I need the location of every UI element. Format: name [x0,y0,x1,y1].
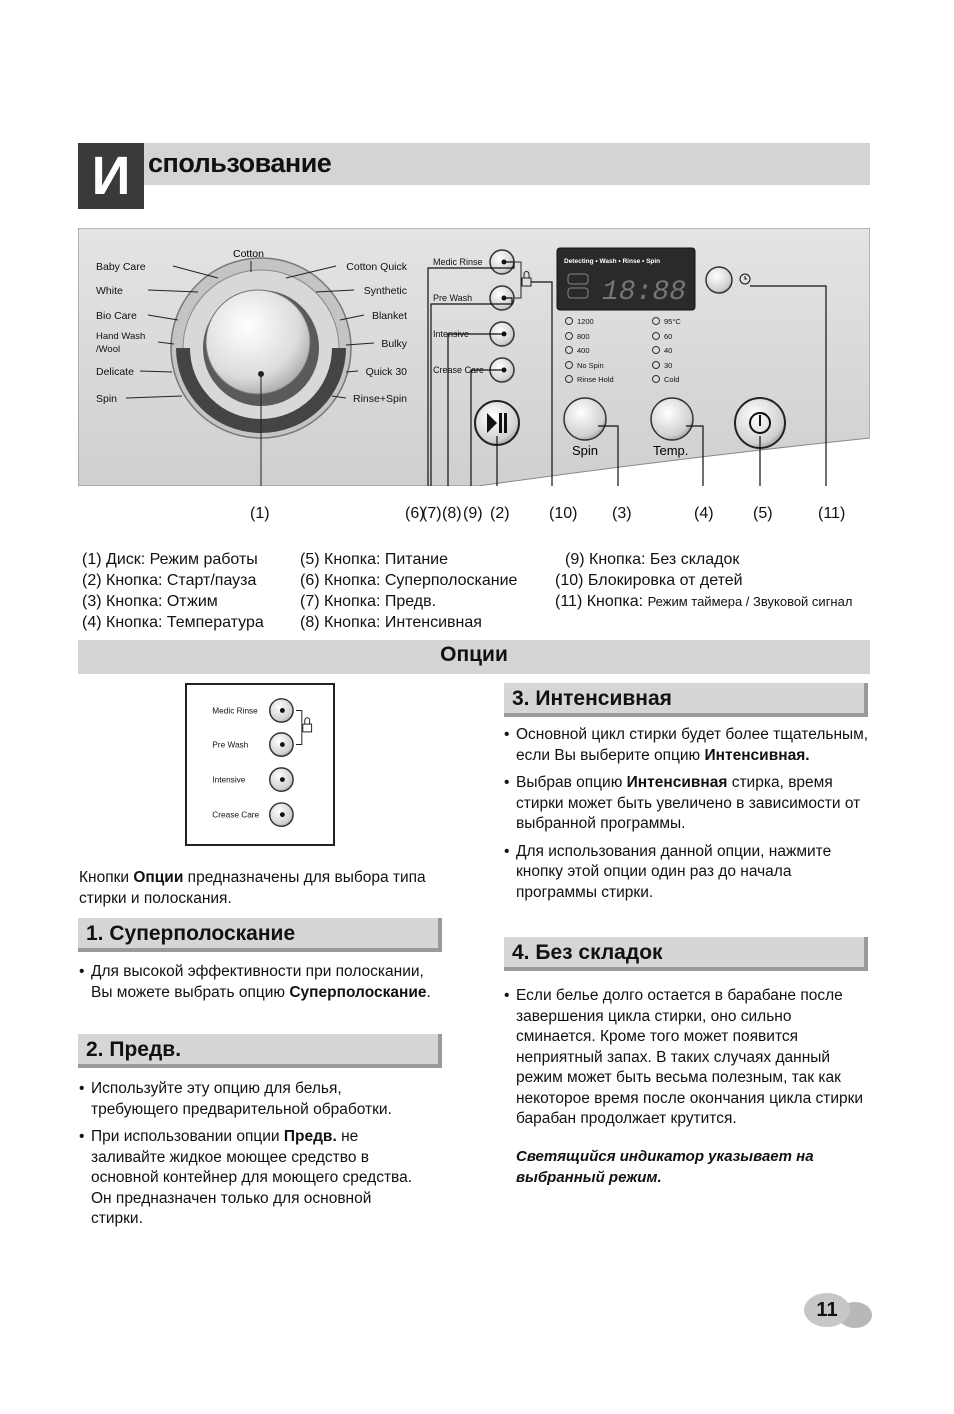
section-2-body [79,1079,419,1237]
callout-10: (10) [549,505,578,522]
panel-label-pre-wash: Pre Wash [433,293,473,303]
legend-item: (1) Диск: Режим работы [82,551,258,568]
dial-label-delicate: Delicate [96,366,134,378]
title-capital-letter: И [78,143,144,209]
temp-button-label: Temp. [653,443,689,458]
options-title: Опции [440,643,508,666]
callout-7: (7) [422,505,442,522]
panel-label-medic-rinse: Medic Rinse [433,257,483,267]
panel-label-intensive: Intensive [433,329,470,339]
bullet-item: • Используйте эту опцию для белья, требующего предварительной обработки. [79,1079,419,1120]
callout-5: (5) [753,505,773,522]
legend-item: (8) Кнопка: Интенсивная [300,614,482,631]
section-2-header [78,1034,442,1068]
section-2-title: 2. Предв. [86,1038,182,1061]
bullet-item: • Если белье долго остается в барабане после завершения цикла стирки, оно сильно сминается. Кроме того может появится неприятный запах. В таких случаях данный режим может быть весьма полезным, так как некоторое время после окончания цикла стирки барабан продолжает крутится. [504,986,870,1130]
legend-item: (6) Кнопка: Суперполоскание [300,572,518,589]
dial-label-bulky: Bulky [381,338,407,350]
callout-1: (1) [250,505,270,522]
legend-item: (11) Кнопка: Режим таймера / Звуковой сигнал [555,593,853,610]
section-4-body [504,986,870,1137]
section-1-title: 1. Суперполоскание [86,922,296,945]
temp-level-30: 30 [664,361,673,370]
section-4-title: 4. Без складок [512,941,663,964]
callout-6: (6) [405,505,425,522]
temp-level-60: 60 [664,332,673,341]
spin-level-800: 800 [577,332,590,341]
legend-item: (10) Блокировка от детей [555,572,743,589]
legend-item: (7) Кнопка: Предв. [300,593,437,610]
legend-item: (3) Кнопка: Отжим [82,593,218,610]
page-number: 11 [804,1293,850,1327]
mini-label-medic-rinse: Medic Rinse [212,706,258,716]
bullet-item: • Для высокой эффективности при полоскании, Вы можете выбрать опцию Суперполоскание. [79,962,439,1003]
legend-item: (5) Кнопка: Питание [300,551,449,568]
dial-label-spin: Spin [96,393,118,405]
callout-8: (8) [442,505,462,522]
spin-level-1200: 1200 [577,317,594,326]
dial-label-baby-care: Baby Care [96,261,146,273]
panel-label-crease-care: Crease Care [433,365,485,375]
section-1-header [78,918,442,952]
dial-label-bio-care: Bio Care [96,310,137,322]
bullet-item: • Для использования данной опции, нажмите кнопку этой опции один раз до начала программы стирки. [504,842,870,904]
dial-label-synthetic: Synthetic [363,285,407,297]
callout-3: (3) [612,505,632,522]
section-3-title: 3. Интенсивная [512,687,672,710]
dial-label-rinse-spin: Rinse+Spin [353,393,407,405]
spin-level-rinse-hold: Rinse Hold [577,375,614,384]
callout-9: (9) [463,505,483,522]
section-1-body [79,962,439,1010]
dial-label-cotton: Cotton [233,248,264,260]
legend-column-2 [300,549,517,633]
section-3-body [504,725,870,910]
mini-label-pre-wash: Pre Wash [212,740,249,750]
dial-label-cotton-quick: Cotton Quick [346,261,407,273]
callout-4: (4) [694,505,714,522]
mini-label-intensive: Intensive [212,775,246,785]
display-digits: 18:88 [602,277,687,308]
control-panel-illustration [78,228,870,486]
spin-level-400: 400 [577,346,590,355]
page-title: спользование [148,148,332,178]
dial-label-white: White [96,285,123,297]
display-status: Detecting • Wash • Rinse • Spin [564,258,661,265]
section-4-note: Светящийся индикатор указывает на выбранный режим. [516,1148,814,1186]
temp-level-cold: Cold [664,375,680,384]
temp-level-95: 95°C [664,317,681,326]
callout-2: (2) [490,505,510,522]
bullet-item: • Основной цикл стирки будет более тщательным, если Вы выберите опцию Интенсивная. [504,725,870,766]
callout-11: (11) [818,505,846,522]
options-intro: Кнопки Опции предназначены для выбора типа стирки и полоскания. [79,869,426,907]
mini-label-crease-care: Crease Care [212,810,260,820]
legend-item: (4) Кнопка: Температура [82,614,264,631]
options-panel-illustration [185,683,335,846]
dial-label-wool: /Wool [96,344,121,355]
dial-label-blanket: Blanket [371,310,407,322]
spin-button-label: Spin [572,443,599,458]
legend-column-3 [555,549,852,612]
spin-level-no-spin: No Spin [577,361,604,370]
section-3-header [504,683,868,717]
bullet-item: • При использовании опции Предв. не заливайте жидкое моющее средство в основной контейнер для моющего средства. Он предназначен только для основной стирки. [79,1127,419,1230]
dial-label-quick-30: Quick 30 [365,366,407,378]
legend-item: (2) Кнопка: Старт/пауза [82,572,257,589]
bullet-item: • Выбрав опцию Интенсивная стирка, время стирки может быть увеличено в зависимости от выбранной программы. [504,773,870,835]
legend-item: (9) Кнопка: Без складок [565,551,740,568]
dial-label-hand-wash: Hand Wash [96,331,146,342]
temp-level-40: 40 [664,346,673,355]
legend-column-1 [82,549,264,633]
section-4-header [504,937,868,971]
